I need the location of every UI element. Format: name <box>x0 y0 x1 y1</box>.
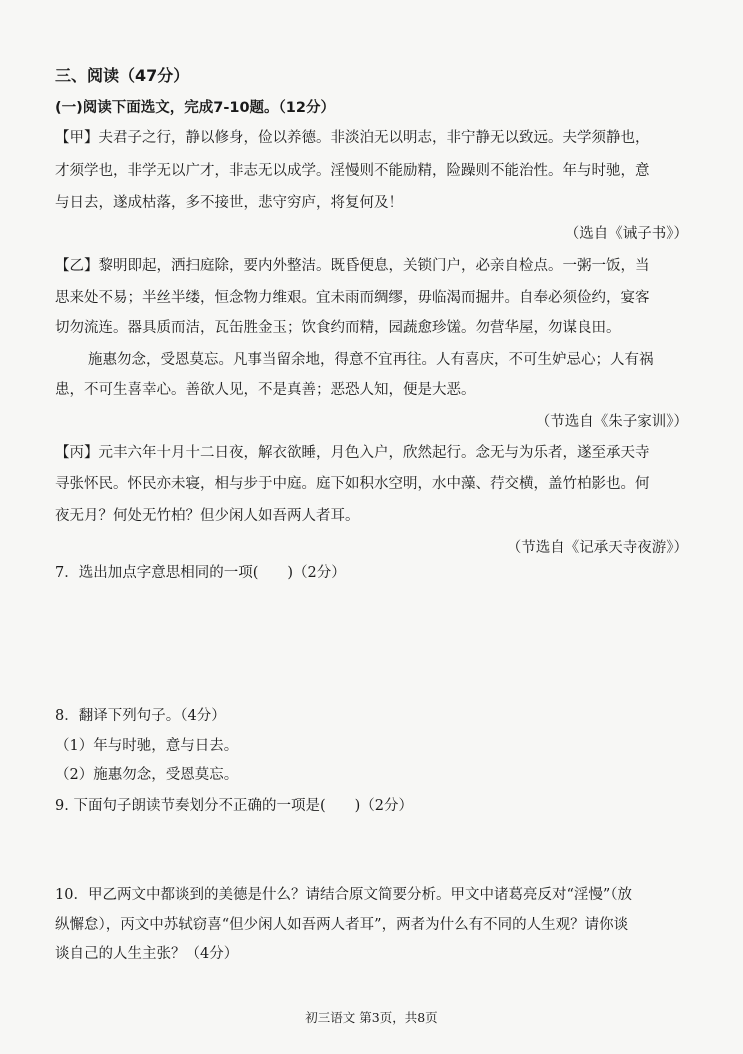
q8-item: （2）施惠勿念，受恩莫忘。 <box>55 767 239 783</box>
jia-line: 【甲】夫君子之行，静以修身，俭以养德。非淡泊无以明志，非宁静无以致远。夫学须静也， <box>55 130 650 146</box>
section-title: 三、阅读（47分） <box>55 66 190 85</box>
q10-line: 纵懈怠），丙文中苏轼窃喜“但少闲人如吾两人者耳”，两者为什么有不同的人生观？请你谈 <box>55 917 629 933</box>
q8-stem: 8．翻译下列句子。（4分） <box>55 708 226 724</box>
q10-line: 谈自己的人生主张？（4分） <box>55 946 239 962</box>
bing-line: 夜无月？何处无竹柏？但少闲人如吾两人者耳。 <box>55 508 360 524</box>
yi-line: 思来处不易；半丝半缕，恒念物力维艰。宜未雨而绸缪，毋临渴而掘井。自奉必须俭约，宴客 <box>55 290 650 306</box>
jia-line: 才须学也，非学无以广才，非志无以成学。淫慢则不能励精，险躁则不能治性。年与时驰，意 <box>55 163 650 179</box>
yi-line: 患，不可生喜幸心。善欲人见，不是真善；恶恐人知，便是大恶。 <box>55 382 476 398</box>
yi-line: 施惠勿念，受恩莫忘。凡事当留余地，得意不宜再往。人有喜庆，不可生妒忌心；人有祸 <box>88 352 654 368</box>
yi-source: （节选自《朱子家训》） <box>535 414 688 430</box>
jia-source: （选自《诫子书》） <box>564 226 688 242</box>
q7-stem: 7．选出加点字意思相同的一项( )（2分） <box>55 565 346 581</box>
q8-item: （1）年与时驰，意与日去。 <box>55 738 239 754</box>
sub-title: (一)阅读下面选文，完成7-10题。（12分） <box>55 100 335 116</box>
q10-line: 10．甲乙两文中都谈到的美德是什么？请结合原文简要分析。甲文中诸葛亮反对“淫慢”（放 <box>55 887 633 903</box>
bing-source: （节选自《记承天寺夜游》） <box>506 540 688 556</box>
page-footer: 初三语文 第3页，共8页 <box>305 1010 438 1025</box>
bing-line: 【丙】元丰六年十月十二日夜，解衣欲睡，月色入户，欣然起行。念无与为乐者，遂至承天寺 <box>55 445 650 461</box>
bing-line: 寻张怀民。怀民亦未寝，相与步于中庭。庭下如积水空明，水中藻、荇交横，盖竹柏影也。何 <box>55 476 650 492</box>
q9-stem: 9. 下面句子朗读节奏划分不正确的一项是( )（2分） <box>55 798 413 814</box>
yi-line: 切勿流连。器具质而洁，瓦缶胜金玉；饮食约而精，园蔬愈珍馐。勿营华屋，勿谋良田。 <box>55 320 621 336</box>
yi-line: 【乙】黎明即起，洒扫庭除，要内外整洁。既昏便息，关锁门户，必亲自检点。一粥一饭，当 <box>55 258 650 274</box>
jia-line: 与日去，遂成枯落，多不接世，悲守穷庐，将复何及！ <box>55 195 403 211</box>
